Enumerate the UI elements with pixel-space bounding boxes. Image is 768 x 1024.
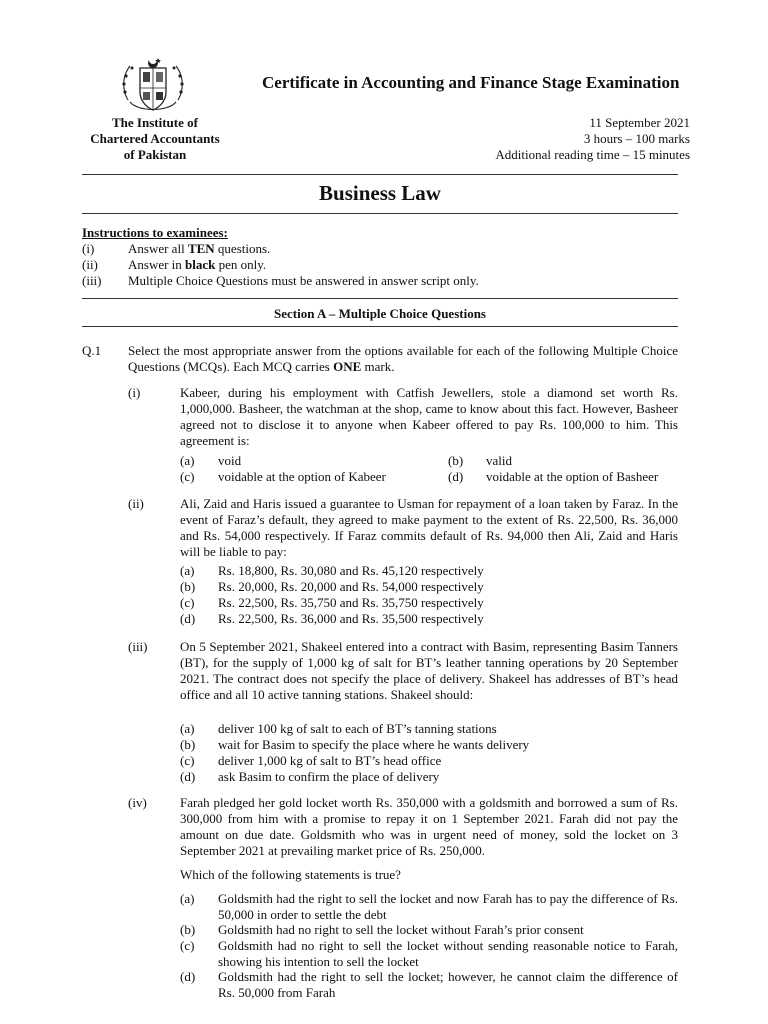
- instruction-num: (iii): [82, 273, 102, 288]
- question-number: Q.1: [82, 343, 102, 358]
- paper-title: Business Law: [319, 181, 441, 205]
- option-text: Goldsmith had the right to sell the locket; however, he cannot claim the difference of Rs. 50,000 from Farah: [218, 969, 678, 1000]
- option-text: Goldsmith had no right to sell the locket without Farah’s prior consent: [218, 922, 584, 937]
- option-text: voidable at the option of Kabeer: [218, 469, 386, 484]
- title-divider: [82, 213, 678, 214]
- option-text: Goldsmith had the right to sell the locket and now Farah has to pay the difference of Rs. 50,000 in order to settle the debt: [218, 891, 678, 922]
- option-text: Rs. 18,800, Rs. 30,080 and Rs. 45,120 respectively: [218, 563, 484, 578]
- option-label: (a): [180, 891, 195, 906]
- option-label: (c): [180, 938, 195, 953]
- option-label: (a): [180, 563, 195, 578]
- option-text: Rs. 22,500, Rs. 35,750 and Rs. 35,750 respectively: [218, 595, 484, 610]
- section-heading: Section A – Multiple Choice Questions: [274, 306, 486, 321]
- instruction-item: Answer in black pen only.: [128, 257, 267, 272]
- option-label: (b): [448, 453, 464, 468]
- mcq-text: Kabeer, during his employment with Catfish Jewellers, stole a diamond set worth Rs. 1,000,000. Basheer, the watchman at the shop, came to know about this fact. However, Basheer agreed not to disclose it to anyone when Kabeer offered to pay Rs. 100,000 to him. This agreement is:: [180, 385, 678, 448]
- option-text: valid: [486, 453, 512, 468]
- exam-title: Certificate in Accounting and Finance Stage Examination: [262, 73, 680, 92]
- instruction-num: (ii): [82, 257, 98, 272]
- mcq-number: (iv): [128, 795, 147, 810]
- option-label: (c): [180, 595, 195, 610]
- mcq-text: Farah pledged her gold locket worth Rs. 350,000 with a goldsmith and borrowed a sum of Rs. 300,000 from him with a promise to repay it on 1 September 2021. Farah did not pay the amount on due date. Goldsmith who was in urgent need of money, sold the locket on 3 September 2021 at prevailing market price of Rs. 250,000.: [180, 795, 678, 858]
- option-label: (b): [180, 737, 196, 752]
- reading-time: Additional reading time – 15 minutes: [495, 147, 690, 162]
- section-top-rule: [82, 298, 678, 299]
- section-bottom-rule: [82, 326, 678, 327]
- option-text: Goldsmith had no right to sell the locket without sending reasonable notice to Farah, showing his intention to sell the locket: [218, 938, 678, 969]
- question-intro: Select the most appropriate answer from the options available for each of the following Multiple Choice Questions (MCQs). Each MCQ carries ONE mark.: [128, 343, 678, 374]
- mcq-number: (i): [128, 385, 141, 400]
- option-label: (d): [180, 769, 196, 784]
- exam-details: [430, 115, 690, 163]
- instruction-item: Multiple Choice Questions must be answered in answer script only.: [128, 273, 479, 288]
- instruction-num: (i): [82, 241, 95, 256]
- option-text: void: [218, 453, 242, 468]
- mcq-number: (ii): [128, 496, 144, 511]
- option-label: (a): [180, 453, 195, 468]
- option-label: (d): [180, 969, 196, 984]
- option-text: deliver 100 kg of salt to each of BT’s tanning stations: [218, 721, 497, 736]
- option-label: (d): [448, 469, 464, 484]
- institute-line: of Pakistan: [123, 147, 187, 162]
- exam-date: 11 September 2021: [589, 115, 690, 130]
- instruction-item: Answer all TEN questions.: [128, 241, 271, 256]
- header-divider: [82, 174, 678, 175]
- option-text: deliver 1,000 kg of salt to BT’s head office: [218, 753, 442, 768]
- option-label: (b): [180, 922, 196, 937]
- option-text: Rs. 20,000, Rs. 20,000 and Rs. 54,000 respectively: [218, 579, 484, 594]
- exam-duration: 3 hours – 100 marks: [583, 131, 690, 146]
- mcq-text: On 5 September 2021, Shakeel entered into a contract with Basim, representing Basim Tanners (BT), for the supply of 1,000 kg of salt for BT’s leather tanning operations by 20 September 2021. The contract does not specify the place of delivery. Shakeel has addresses of BT’s head office and all 10 active tanning stations. Shakeel should:: [180, 639, 678, 702]
- option-label: (b): [180, 579, 196, 594]
- option-label: (d): [180, 611, 196, 626]
- institute-line: Chartered Accountants: [90, 131, 220, 146]
- institute-line: The Institute of: [112, 115, 198, 130]
- instructions-heading: Instructions to examinees:: [82, 225, 228, 240]
- institute-name: [60, 115, 250, 163]
- option-text: wait for Basim to specify the place where he wants delivery: [218, 737, 530, 752]
- mcq-question: Which of the following statements is true?: [180, 867, 401, 882]
- mcq-text: Ali, Zaid and Haris issued a guarantee to Usman for repayment of a loan taken by Faraz. In the event of Faraz’s default, they agreed to make payment to the extent of Rs. 22,500, Rs. 36,000 and Rs. 54,000 respectively. If Faraz commits default of Rs. 94,000 then Ali, Zaid and Haris will be liable to pay:: [180, 496, 678, 559]
- institute-crest: [118, 56, 188, 120]
- option-text: voidable at the option of Basheer: [486, 469, 659, 484]
- option-text: ask Basim to confirm the place of delivery: [218, 769, 440, 784]
- option-label: (c): [180, 469, 195, 484]
- option-label: (c): [180, 753, 195, 768]
- option-text: Rs. 22,500, Rs. 36,000 and Rs. 35,500 respectively: [218, 611, 484, 626]
- mcq-number: (iii): [128, 639, 148, 654]
- option-label: (a): [180, 721, 195, 736]
